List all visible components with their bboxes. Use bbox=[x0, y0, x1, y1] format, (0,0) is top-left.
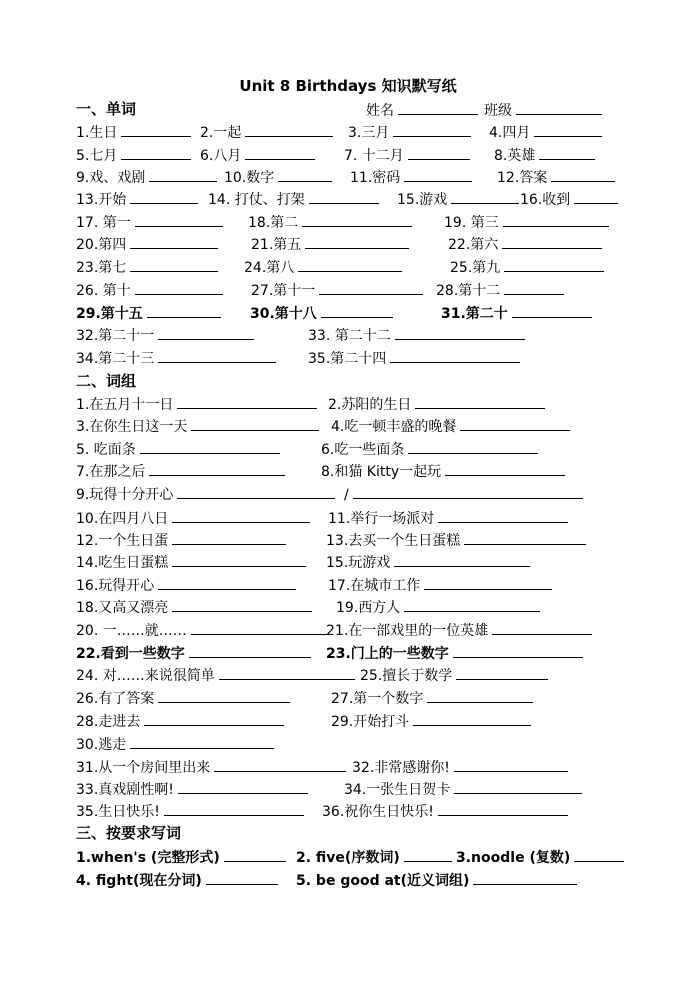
item-label: 1.在五月十一日 bbox=[76, 397, 174, 413]
item-label: 2.一起 bbox=[200, 125, 242, 141]
answer-blank[interactable] bbox=[408, 439, 538, 454]
item-label: 21.第五 bbox=[251, 237, 302, 253]
item-label: 10.在四月八日 bbox=[76, 511, 169, 527]
item-label: 21.在一部戏里的一位英雄 bbox=[326, 623, 489, 639]
item-label: 16.玩得开心 bbox=[76, 578, 155, 594]
answer-blank[interactable] bbox=[502, 234, 602, 249]
item-label: 6.吃一些面条 bbox=[321, 442, 405, 458]
item-label: 5. 吃面条 bbox=[76, 442, 136, 458]
phrase-item bbox=[331, 711, 531, 731]
item-label: 31.第二十 bbox=[441, 306, 508, 322]
phrase-item bbox=[326, 552, 530, 572]
item-label: 3.在你生日这一天 bbox=[76, 419, 188, 435]
item-label: 17. 第一 bbox=[76, 215, 131, 231]
item-label: 32.非常感谢你! bbox=[352, 760, 450, 776]
phrase-item bbox=[76, 575, 296, 595]
answer-blank[interactable] bbox=[427, 688, 533, 703]
item-label: 25.第九 bbox=[450, 260, 501, 276]
answer-blank[interactable] bbox=[140, 439, 280, 454]
answer-blank[interactable] bbox=[321, 303, 393, 318]
answer-blank[interactable] bbox=[353, 484, 583, 499]
phrase-item bbox=[76, 779, 308, 799]
answer-blank[interactable] bbox=[503, 212, 609, 227]
phrase-item bbox=[352, 757, 568, 777]
item-label: 15.玩游戏 bbox=[326, 555, 391, 571]
phrase-item bbox=[321, 439, 538, 459]
answer-blank[interactable] bbox=[424, 575, 552, 590]
section-heading bbox=[76, 824, 181, 843]
word-item bbox=[494, 145, 595, 165]
item-label: 26. 第十 bbox=[76, 283, 131, 299]
answer-blank[interactable] bbox=[206, 870, 278, 885]
answer-blank[interactable] bbox=[135, 212, 223, 227]
section-heading bbox=[76, 372, 136, 391]
answer-blank[interactable] bbox=[464, 530, 586, 545]
word-item bbox=[350, 167, 472, 187]
answer-blank[interactable] bbox=[504, 280, 564, 295]
answer-blank[interactable] bbox=[219, 665, 355, 680]
answer-blank[interactable] bbox=[172, 530, 286, 545]
word-item bbox=[76, 303, 221, 323]
answer-blank[interactable] bbox=[473, 870, 577, 885]
word-item bbox=[251, 234, 409, 254]
phrase-item bbox=[360, 665, 548, 685]
item-label: 28.走进去 bbox=[76, 714, 141, 730]
phrase-item bbox=[344, 484, 583, 504]
answer-blank[interactable] bbox=[121, 122, 191, 137]
word-item bbox=[76, 348, 276, 368]
requirement-item bbox=[296, 870, 577, 890]
item-label: 2.苏阳的生日 bbox=[328, 397, 412, 413]
item-label: 24.第八 bbox=[244, 260, 295, 276]
answer-blank[interactable] bbox=[438, 801, 568, 816]
item-label: 24. 对……来说很简单 bbox=[76, 668, 215, 684]
answer-blank[interactable] bbox=[172, 508, 310, 523]
answer-blank[interactable] bbox=[177, 484, 335, 499]
phrase-item bbox=[326, 530, 586, 550]
word-item bbox=[248, 212, 412, 232]
phrase-item bbox=[76, 394, 317, 414]
answer-blank[interactable] bbox=[551, 167, 615, 182]
word-item bbox=[76, 325, 254, 345]
word-item bbox=[76, 122, 191, 142]
phrase-item bbox=[344, 779, 582, 799]
answer-blank[interactable] bbox=[121, 145, 191, 160]
phrase-item bbox=[331, 416, 570, 436]
item-label: 22.看到一些数字 bbox=[76, 646, 185, 662]
item-label: 11.举行一场派对 bbox=[328, 511, 435, 527]
requirement-item bbox=[456, 847, 624, 867]
answer-blank[interactable] bbox=[298, 257, 402, 272]
answer-blank[interactable] bbox=[492, 620, 592, 635]
item-label: 5. be good at(近义词组) bbox=[296, 873, 470, 889]
item-label: / bbox=[344, 487, 349, 503]
phrase-item bbox=[322, 801, 568, 821]
item-label: 35.生日快乐! bbox=[76, 804, 160, 820]
word-item bbox=[450, 257, 604, 277]
answer-blank[interactable] bbox=[390, 348, 520, 363]
word-item bbox=[348, 122, 471, 142]
phrase-item bbox=[76, 439, 280, 459]
item-label: 31.从一个房间里出来 bbox=[76, 760, 211, 776]
phrase-item bbox=[326, 620, 592, 640]
item-label: 7.在那之后 bbox=[76, 464, 146, 480]
answer-blank[interactable] bbox=[149, 461, 285, 476]
item-label: 9.戏、戏剧 bbox=[76, 170, 146, 186]
item-label: 10.数字 bbox=[224, 170, 275, 186]
class-label: 班级 bbox=[484, 103, 512, 119]
item-label: 16.收到 bbox=[520, 192, 571, 208]
answer-blank[interactable] bbox=[278, 167, 332, 182]
phrase-item bbox=[76, 597, 312, 617]
answer-blank[interactable] bbox=[147, 303, 221, 318]
answer-blank[interactable] bbox=[158, 325, 254, 340]
word-item bbox=[76, 257, 218, 277]
item-label: 36.祝你生日快乐! bbox=[322, 804, 434, 820]
item-label: 15.游戏 bbox=[397, 192, 448, 208]
item-label: 1.when's (完整形式) bbox=[76, 850, 220, 866]
item-label: 19. 第三 bbox=[444, 215, 499, 231]
answer-blank[interactable] bbox=[191, 416, 319, 431]
phrase-item bbox=[326, 643, 583, 663]
phrase-item bbox=[336, 597, 540, 617]
item-label: 27.第一个数字 bbox=[331, 691, 424, 707]
phrase-item bbox=[331, 688, 533, 708]
item-label: 29.开始打斗 bbox=[331, 714, 410, 730]
answer-blank[interactable] bbox=[404, 847, 452, 862]
item-label: 12.答案 bbox=[497, 170, 548, 186]
answer-blank[interactable] bbox=[393, 122, 471, 137]
answer-blank[interactable] bbox=[404, 167, 472, 182]
answer-blank[interactable] bbox=[539, 145, 595, 160]
item-label: 28.第十二 bbox=[436, 283, 501, 299]
item-label: 7. 十二月 bbox=[344, 148, 404, 164]
item-label: 9.玩得十分开心 bbox=[76, 487, 174, 503]
answer-blank[interactable] bbox=[408, 145, 470, 160]
word-item bbox=[208, 189, 379, 209]
item-label: 14.吃生日蛋糕 bbox=[76, 555, 169, 571]
item-label: 14. 打仗、打架 bbox=[208, 192, 305, 208]
item-label: 27.第十一 bbox=[251, 283, 316, 299]
item-label: 30.第十八 bbox=[250, 306, 317, 322]
phrase-item bbox=[76, 484, 335, 504]
answer-blank[interactable] bbox=[177, 394, 317, 409]
phrase-item bbox=[328, 508, 568, 528]
item-label: 33.真戏剧性啊! bbox=[76, 782, 174, 798]
answer-blank[interactable] bbox=[130, 189, 198, 204]
word-item bbox=[76, 280, 223, 300]
answer-blank[interactable] bbox=[172, 552, 306, 567]
answer-blank[interactable] bbox=[504, 257, 604, 272]
word-item bbox=[436, 280, 564, 300]
item-label: 5.七月 bbox=[76, 148, 118, 164]
phrase-item bbox=[76, 643, 311, 663]
word-item bbox=[224, 167, 332, 187]
phrase-item bbox=[321, 461, 565, 481]
answer-blank[interactable] bbox=[534, 122, 602, 137]
answer-blank[interactable] bbox=[413, 711, 531, 726]
word-item bbox=[444, 212, 609, 232]
answer-blank[interactable] bbox=[309, 189, 379, 204]
word-item bbox=[308, 325, 525, 345]
answer-blank[interactable] bbox=[456, 665, 548, 680]
word-item bbox=[520, 189, 618, 209]
answer-blank[interactable] bbox=[454, 779, 582, 794]
answer-blank[interactable] bbox=[149, 167, 217, 182]
requirement-item bbox=[76, 870, 278, 890]
answer-blank[interactable] bbox=[191, 620, 331, 635]
item-label: 26.有了答案 bbox=[76, 691, 155, 707]
item-label: 2. five(序数词) bbox=[296, 850, 400, 866]
item-label: 34.一张生日贺卡 bbox=[344, 782, 451, 798]
item-label: 25.擅长于数学 bbox=[360, 668, 453, 684]
item-label: 18.第二 bbox=[248, 215, 299, 231]
answer-blank[interactable] bbox=[130, 734, 274, 749]
item-label: 30.逃走 bbox=[76, 737, 127, 753]
word-item bbox=[76, 189, 198, 209]
item-label: 23.第七 bbox=[76, 260, 127, 276]
word-item bbox=[76, 167, 217, 187]
item-label: 33. 第二十二 bbox=[308, 328, 391, 344]
item-label: 32.第二十一 bbox=[76, 328, 155, 344]
item-label: 3.noodle (复数) bbox=[456, 850, 571, 866]
phrase-item bbox=[76, 801, 304, 821]
answer-blank[interactable] bbox=[172, 597, 312, 612]
phrase-item bbox=[328, 394, 545, 414]
word-item bbox=[76, 145, 191, 165]
answer-blank[interactable] bbox=[130, 234, 218, 249]
phrase-item bbox=[76, 461, 285, 481]
word-item bbox=[441, 303, 592, 323]
requirement-item bbox=[296, 847, 452, 867]
item-label: 13.开始 bbox=[76, 192, 127, 208]
item-label: 4.四月 bbox=[489, 125, 531, 141]
item-label: 13.去买一个生日蛋糕 bbox=[326, 533, 461, 549]
item-label: 8.和猫 Kitty一起玩 bbox=[321, 464, 442, 480]
word-item bbox=[251, 280, 423, 300]
answer-blank[interactable] bbox=[445, 461, 565, 476]
phrase-item bbox=[76, 711, 284, 731]
answer-blank[interactable] bbox=[158, 348, 276, 363]
answer-blank[interactable] bbox=[144, 711, 284, 726]
answer-blank[interactable] bbox=[454, 757, 568, 772]
page-title: Unit 8 Birthdays 知识默写纸 bbox=[239, 77, 457, 95]
item-label: 22.第六 bbox=[448, 237, 499, 253]
item-label: 12.一个生日蛋 bbox=[76, 533, 169, 549]
word-item bbox=[448, 234, 602, 254]
item-label: 19.西方人 bbox=[336, 600, 401, 616]
item-label: 34.第二十三 bbox=[76, 351, 155, 367]
phrase-item bbox=[328, 575, 552, 595]
answer-blank[interactable] bbox=[130, 257, 218, 272]
answer-blank[interactable] bbox=[460, 416, 570, 431]
word-item bbox=[76, 234, 218, 254]
item-label: 6.八月 bbox=[200, 148, 242, 164]
answer-blank[interactable] bbox=[305, 234, 409, 249]
word-item bbox=[489, 122, 602, 142]
class-field bbox=[484, 100, 602, 120]
word-item bbox=[397, 189, 519, 209]
item-label: 3.三月 bbox=[348, 125, 390, 141]
item-label: 8.英雄 bbox=[494, 148, 536, 164]
section-heading bbox=[76, 100, 136, 119]
item-label: 1.生日 bbox=[76, 125, 118, 141]
word-item bbox=[250, 303, 393, 323]
answer-blank[interactable] bbox=[245, 145, 315, 160]
answer-blank[interactable] bbox=[302, 212, 412, 227]
answer-blank[interactable] bbox=[453, 643, 583, 658]
name-field bbox=[366, 100, 478, 120]
answer-blank[interactable] bbox=[574, 847, 624, 862]
phrase-item bbox=[76, 757, 346, 777]
requirement-item bbox=[76, 847, 286, 867]
answer-blank[interactable] bbox=[404, 597, 540, 612]
item-label: 17.在城市工作 bbox=[328, 578, 421, 594]
item-label: 20.第四 bbox=[76, 237, 127, 253]
word-item bbox=[497, 167, 615, 187]
word-item bbox=[308, 348, 520, 368]
name-label: 姓名 bbox=[366, 103, 394, 119]
answer-blank[interactable] bbox=[451, 189, 519, 204]
word-item bbox=[76, 212, 223, 232]
phrase-item bbox=[76, 530, 286, 550]
answer-blank[interactable] bbox=[438, 508, 568, 523]
item-label: 29.第十五 bbox=[76, 306, 143, 322]
word-item bbox=[244, 257, 402, 277]
answer-blank[interactable] bbox=[398, 100, 478, 115]
answer-blank[interactable] bbox=[189, 643, 311, 658]
item-label: 20. 一……就…… bbox=[76, 623, 187, 639]
answer-blank[interactable] bbox=[574, 189, 618, 204]
answer-blank[interactable] bbox=[224, 847, 286, 862]
answer-blank[interactable] bbox=[135, 280, 223, 295]
section-heading-text: 二、词组 bbox=[76, 372, 137, 390]
answer-blank[interactable] bbox=[415, 394, 545, 409]
item-label: 23.门上的一些数字 bbox=[326, 646, 449, 662]
section-heading-text: 三、按要求写词 bbox=[76, 824, 182, 842]
phrase-item bbox=[76, 508, 310, 528]
phrase-item bbox=[76, 620, 331, 640]
phrase-item bbox=[76, 688, 290, 708]
item-label: 4.吃一顿丰盛的晚餐 bbox=[331, 419, 457, 435]
item-label: 18.又高又漂亮 bbox=[76, 600, 169, 616]
item-label: 11.密码 bbox=[350, 170, 401, 186]
answer-blank[interactable] bbox=[516, 100, 602, 115]
answer-blank[interactable] bbox=[395, 325, 525, 340]
answer-blank[interactable] bbox=[158, 688, 290, 703]
phrase-item bbox=[76, 734, 274, 754]
word-item bbox=[200, 145, 315, 165]
section-heading-text: 一、单词 bbox=[76, 100, 137, 118]
phrase-item bbox=[76, 665, 355, 685]
answer-blank[interactable] bbox=[394, 552, 530, 567]
answer-blank[interactable] bbox=[214, 757, 346, 772]
answer-blank[interactable] bbox=[245, 122, 333, 137]
answer-blank[interactable] bbox=[164, 801, 304, 816]
word-item bbox=[344, 145, 470, 165]
answer-blank[interactable] bbox=[512, 303, 592, 318]
word-item bbox=[200, 122, 333, 142]
phrase-item bbox=[76, 552, 306, 572]
answer-blank[interactable] bbox=[319, 280, 423, 295]
phrase-item bbox=[76, 416, 319, 436]
answer-blank[interactable] bbox=[178, 779, 308, 794]
answer-blank[interactable] bbox=[158, 575, 296, 590]
item-label: 4. fight(现在分词) bbox=[76, 873, 202, 889]
item-label: 35.第二十四 bbox=[308, 351, 387, 367]
